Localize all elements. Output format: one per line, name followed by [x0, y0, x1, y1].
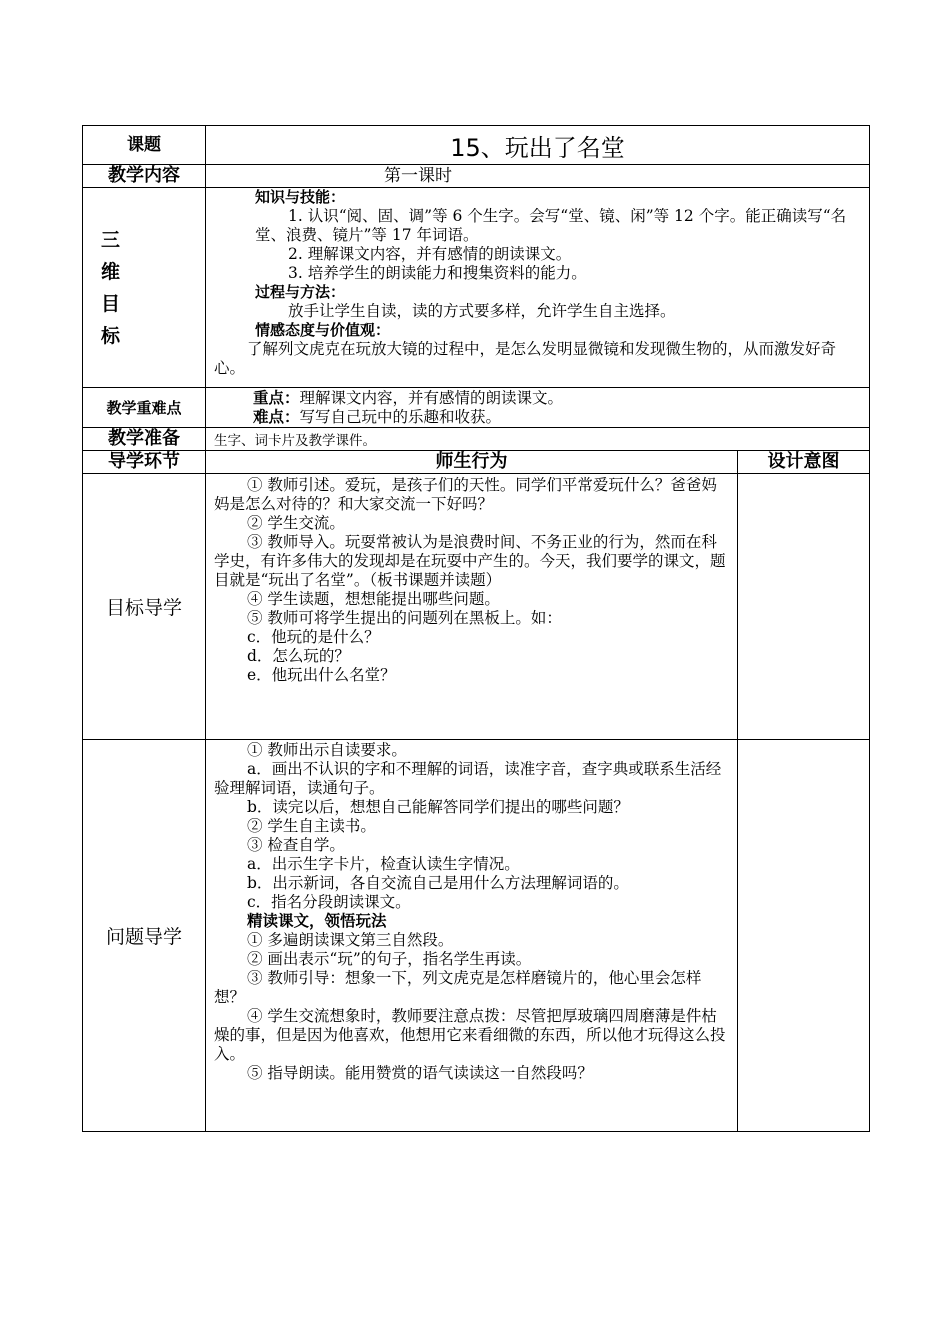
objectives-label-char: 标: [101, 324, 121, 347]
activity-line: ① 教师出示自读要求。: [247, 741, 407, 759]
key-point: [253, 389, 863, 408]
objectives-label-char: 维: [101, 260, 121, 283]
stage-row: [83, 474, 870, 740]
activity-line: ④ 学生读题，想想能提出哪些问题。: [247, 590, 500, 608]
lesson-plan-page: [82, 125, 869, 1132]
activity-line: a．出示生字卡片，检查认读生字情况。: [247, 855, 520, 873]
process-heading: 过程与方法：: [255, 283, 346, 301]
objectives-content: [206, 188, 870, 388]
objectives-label-char: 三: [101, 228, 121, 251]
activity-line: ③ 检查自学。: [247, 836, 345, 854]
process-text: 放手让学生自读，读的方式要多样，允许学生自主选择。: [288, 302, 676, 320]
activity-line: a．画出不认识的字和不理解的词语，读准字音，查字典或联系生活经验理解词语，读通句子。: [214, 760, 722, 797]
keypoints-content: [206, 388, 870, 428]
stage-intent: [738, 740, 870, 1132]
objectives-label: [83, 188, 206, 388]
emotion-text: 了解列文虎克在玩放大镜的过程中，是怎么发明显微镜和发现微生物的，从而激发好奇心。: [214, 340, 837, 377]
key-point-label: 重点：: [253, 389, 300, 407]
stage-name: 问题导学: [83, 740, 206, 1132]
activity-line: ⑤ 教师可将学生提出的问题列在黑板上。如：: [247, 609, 562, 627]
lesson-plan-table: [82, 125, 870, 1132]
intent-column-header: 设计意图: [738, 451, 870, 474]
difficult-point-text: 写写自己玩中的乐趣和收获。: [299, 408, 502, 426]
objectives-row: [83, 188, 870, 388]
keypoints-label: 教学重难点: [83, 388, 206, 428]
column-header-row: [83, 451, 870, 474]
activity-line: ③ 教师导入。玩耍常被认为是浪费时间、不务正业的行为，然而在科学史，有许多伟大的发现却是在玩耍中产生的。今天，我们要学的课文，题目就是“玩出了名堂”。（板书课题并读题）: [214, 533, 726, 589]
preparation-value: 生字、词卡片及教学课件。: [206, 428, 870, 451]
topic-label: 课题: [83, 126, 206, 165]
difficult-point-label: 难点：: [253, 408, 300, 426]
stage-activity: [206, 474, 738, 740]
activity-line: ② 画出表示“玩”的句子，指名学生再读。: [247, 950, 532, 968]
knowledge-item: 1. 认识“阅、固、调”等 6 个生字。会写“堂、镜、闲”等 12 个字。能正确读写“名堂、浪费、镜片”等 17 年词语。: [255, 207, 847, 244]
activity-line: c．指名分段朗读课文。: [247, 893, 411, 911]
keypoints-row: [83, 388, 870, 428]
activity-line: ① 教师引述。爱玩，是孩子们的天性。同学们平常爱玩什么？爸爸妈妈是怎么对待的？和大家交流一下好吗？: [214, 476, 717, 513]
stage-intent: [738, 474, 870, 740]
activity-line: c．他玩的是什么？: [247, 628, 380, 646]
knowledge-item: 2. 理解课文内容，并有感情的朗读课文。: [288, 245, 572, 263]
activity-line: ③ 教师引导：想象一下，列文虎克是怎样磨镜片的，他心里会怎样想？: [214, 969, 702, 1006]
knowledge-item: 3. 培养学生的朗读能力和搜集资料的能力。: [288, 264, 587, 282]
emotion-heading: 情感态度与价值观：: [255, 321, 391, 339]
activity-column-header: 师生行为: [206, 451, 738, 474]
content-label: 教学内容: [83, 165, 206, 188]
topic-row: [83, 126, 870, 165]
activity-line: ⑤ 指导朗读。能用赞赏的语气读读这一自然段吗？: [247, 1064, 593, 1082]
stage-column-header: 导学环节: [83, 451, 206, 474]
content-value: 第一课时: [206, 165, 870, 188]
content-row: [83, 165, 870, 188]
difficult-point: [253, 408, 863, 427]
activity-line: d．怎么玩的？: [247, 647, 350, 665]
activity-line: ① 多遍朗读课文第三自然段。: [247, 931, 454, 949]
stage-name: 目标导学: [83, 474, 206, 740]
activity-subheading: 精读课文，领悟玩法: [247, 912, 387, 930]
activity-line: ② 学生交流。: [247, 514, 345, 532]
activity-line: b．读完以后，想想自己能解答同学们提出的哪些问题？: [247, 798, 629, 816]
preparation-label: 教学准备: [83, 428, 206, 451]
objectives-label-char: 目: [101, 292, 121, 315]
key-point-text: 理解课文内容，并有感情的朗读课文。: [299, 389, 564, 407]
stage-row: [83, 740, 870, 1132]
preparation-row: [83, 428, 870, 451]
activity-line: e．他玩出什么名堂？: [247, 666, 396, 684]
activity-line: ④ 学生交流想象时，教师要注意点拨：尽管把厚玻璃四周磨薄是件枯燥的事，但是因为他喜欢，他想用它来看细微的东西，所以他才玩得这么投入。: [214, 1007, 726, 1063]
activity-line: ② 学生自主读书。: [247, 817, 376, 835]
activity-line: b．出示新词，各自交流自己是用什么方法理解词语的。: [247, 874, 629, 892]
lesson-title: 15、玩出了名堂: [206, 126, 870, 165]
stage-activity: [206, 740, 738, 1132]
knowledge-heading: 知识与技能：: [255, 188, 346, 206]
